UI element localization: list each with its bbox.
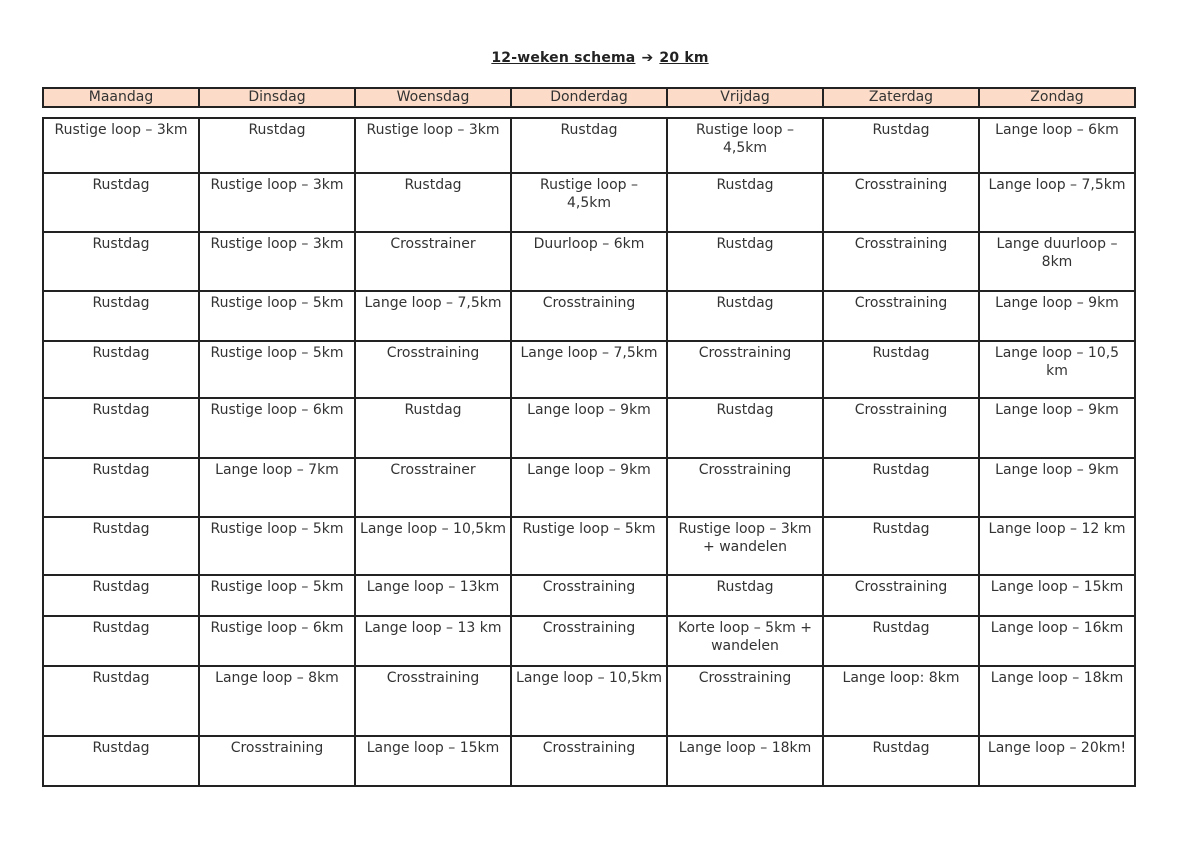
schedule-cell: Lange loop – 12 km (979, 517, 1135, 575)
schedule-cell: Lange loop – 20km! (979, 736, 1135, 786)
schedule-cell: Rustige loop – 3km (199, 232, 355, 291)
schedule-cell: Lange loop – 15km (979, 575, 1135, 616)
schedule-cell: Lange loop – 10,5km (355, 517, 511, 575)
schedule-cell: Crosstraining (511, 575, 667, 616)
schedule-cell: Crosstraining (823, 232, 979, 291)
schedule-cell: Rustige loop – 3km (43, 118, 199, 173)
schedule-cell: Lange loop: 8km (823, 666, 979, 736)
schedule-cell: Rustdag (823, 517, 979, 575)
schedule-cell: Lange loop – 8km (199, 666, 355, 736)
schedule-cell: Lange loop – 9km (511, 398, 667, 458)
schedule-cell: Rustdag (667, 232, 823, 291)
week-row (43, 232, 1135, 291)
schedule-cell: Crosstraining (511, 291, 667, 341)
schedule-cell: Rustige loop – 3km + wandelen (667, 517, 823, 575)
schedule-cell: Lange loop – 16km (979, 616, 1135, 666)
schedule-cell: Lange loop – 7km (199, 458, 355, 517)
day-header-zaterdag: Zaterdag (823, 88, 979, 107)
schedule-cell: Rustige loop – 3km (199, 173, 355, 232)
schedule-cell: Rustdag (43, 232, 199, 291)
schedule-cell: Lange loop – 6km (979, 118, 1135, 173)
schedule-cell: Rustdag (823, 616, 979, 666)
schedule-cell: Lange loop – 10,5km (511, 666, 667, 736)
schedule-cell: Crosstrainer (355, 232, 511, 291)
schedule-cell: Rustdag (355, 173, 511, 232)
schedule-cell: Crosstraining (667, 341, 823, 398)
day-header-zondag: Zondag (979, 88, 1135, 107)
schedule-cell: Lange loop – 7,5km (979, 173, 1135, 232)
schedule-cell: Rustige loop – 5km (199, 341, 355, 398)
schedule-cell: Rustdag (43, 341, 199, 398)
schedule-cell: Rustige loop – 4,5km (511, 173, 667, 232)
schedule-cell: Rustdag (823, 458, 979, 517)
schedule-cell: Rustige loop – 5km (199, 291, 355, 341)
schedule-cell: Rustdag (43, 575, 199, 616)
schedule-cell: Rustdag (667, 291, 823, 341)
week-row (43, 666, 1135, 736)
schedule-cell: Lange loop – 18km (979, 666, 1135, 736)
schedule-cell: Rustige loop – 6km (199, 398, 355, 458)
day-header-vrijdag: Vrijdag (667, 88, 823, 107)
schedule-cell: Crosstraining (823, 173, 979, 232)
schedule-cell: Lange loop – 9km (979, 398, 1135, 458)
schedule-cell: Crosstraining (823, 398, 979, 458)
schedule-cell: Lange loop – 13 km (355, 616, 511, 666)
schedule-cell: Rustdag (43, 458, 199, 517)
schedule-cell: Rustdag (43, 398, 199, 458)
schedule-cell: Rustige loop – 5km (511, 517, 667, 575)
week-row (43, 616, 1135, 666)
week-row (43, 458, 1135, 517)
schedule-cell: Rustdag (43, 517, 199, 575)
schedule-cell: Rustdag (43, 616, 199, 666)
week-row (43, 398, 1135, 458)
schedule-cell: Lange loop – 9km (979, 458, 1135, 517)
schedule-cell: Lange loop – 18km (667, 736, 823, 786)
day-header-maandag: Maandag (43, 88, 199, 107)
schedule-cell: Lange duurloop – 8km (979, 232, 1135, 291)
schedule-cell: Rustige loop – 6km (199, 616, 355, 666)
schedule-cell: Crosstrainer (355, 458, 511, 517)
schedule-cell: Rustdag (667, 575, 823, 616)
schedule-cell: Lange loop – 13km (355, 575, 511, 616)
page-title (0, 50, 1200, 66)
schedule-cell: Lange loop – 9km (511, 458, 667, 517)
schedule-cell: Lange loop – 10,5 km (979, 341, 1135, 398)
week-row (43, 173, 1135, 232)
schedule-cell: Rustige loop – 5km (199, 517, 355, 575)
schedule-cell: Rustdag (823, 341, 979, 398)
schedule-cell: Lange loop – 7,5km (511, 341, 667, 398)
schedule-cell: Rustdag (43, 173, 199, 232)
schedule-cell: Rustige loop – 4,5km (667, 118, 823, 173)
title-text: 12-weken schema (491, 50, 636, 66)
schedule-cell: Crosstraining (823, 291, 979, 341)
schedule-cell: Crosstraining (511, 616, 667, 666)
schedule-cell: Rustige loop – 3km (355, 118, 511, 173)
day-header-row (43, 88, 1135, 107)
schedule-cell: Rustdag (823, 736, 979, 786)
schedule-cell: Korte loop – 5km + wandelen (667, 616, 823, 666)
schedule-cell: Crosstraining (667, 458, 823, 517)
schedule-cell: Rustdag (355, 398, 511, 458)
day-header-donderdag: Donderdag (511, 88, 667, 107)
week-row (43, 517, 1135, 575)
week-row (43, 341, 1135, 398)
schedule-cell: Rustdag (667, 173, 823, 232)
schedule-cell: Rustige loop – 5km (199, 575, 355, 616)
schedule-cell: Lange loop – 15km (355, 736, 511, 786)
schedule-cell: Crosstraining (511, 736, 667, 786)
schedule-cell: Crosstraining (355, 666, 511, 736)
week-row (43, 118, 1135, 173)
title-target: 20 km (659, 50, 709, 66)
schedule-cell: Duurloop – 6km (511, 232, 667, 291)
schedule-table (42, 117, 1136, 787)
schedule-cell: Rustdag (511, 118, 667, 173)
schedule-cell: Rustdag (43, 291, 199, 341)
schedule-cell: Rustdag (43, 736, 199, 786)
week-row (43, 736, 1135, 786)
schedule-cell: Lange loop – 7,5km (355, 291, 511, 341)
day-header-table (42, 87, 1136, 108)
day-header-dinsdag: Dinsdag (199, 88, 355, 107)
arrow-right-icon: ➔ (641, 50, 654, 66)
schedule-cell: Crosstraining (199, 736, 355, 786)
schedule-cell: Rustdag (43, 666, 199, 736)
schedule-cell: Rustdag (823, 118, 979, 173)
week-row (43, 291, 1135, 341)
day-header-woensdag: Woensdag (355, 88, 511, 107)
schedule-cell: Crosstraining (667, 666, 823, 736)
schedule-cell: Rustdag (667, 398, 823, 458)
schedule-cell: Crosstraining (355, 341, 511, 398)
schedule-cell: Rustdag (199, 118, 355, 173)
schedule-cell: Crosstraining (823, 575, 979, 616)
schedule-cell: Lange loop – 9km (979, 291, 1135, 341)
week-row (43, 575, 1135, 616)
